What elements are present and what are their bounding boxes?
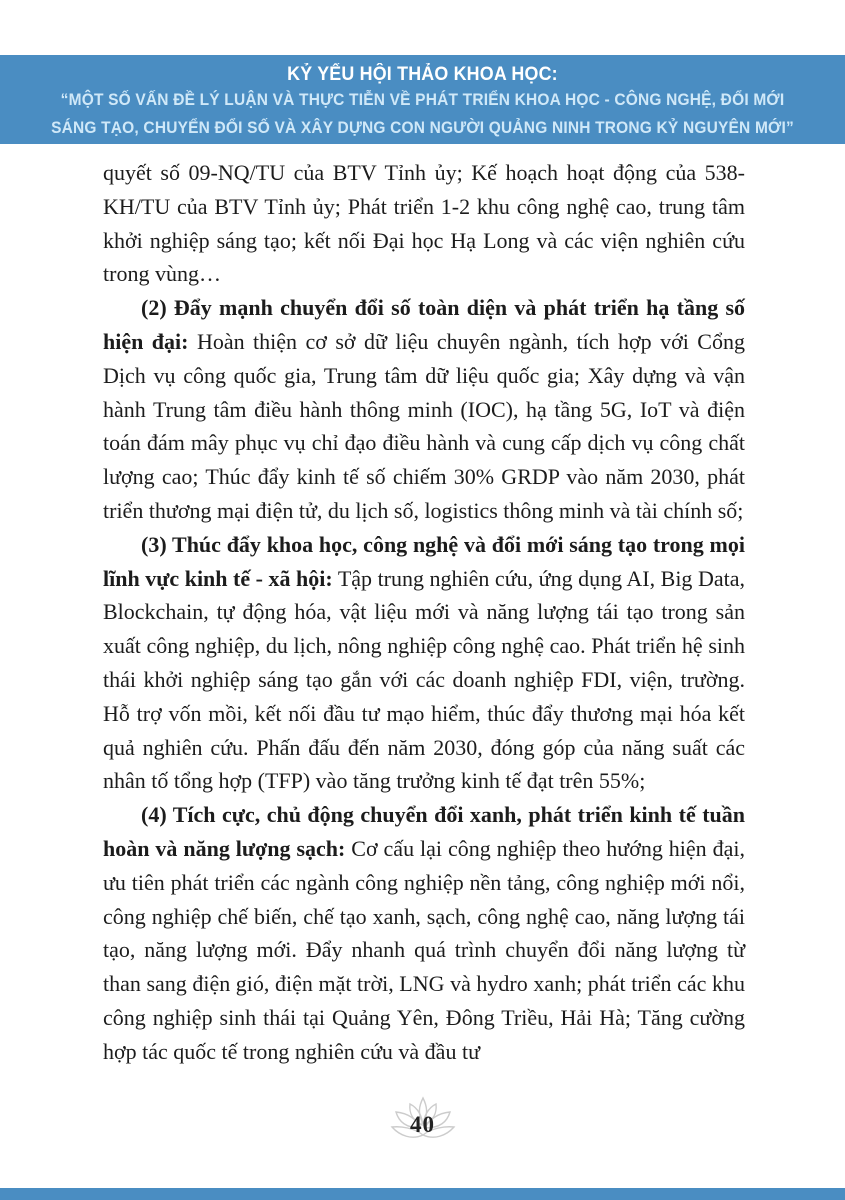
- body-paragraph: [103, 156, 745, 291]
- lotus-page-number: [386, 1096, 460, 1144]
- body-paragraph: [103, 528, 745, 798]
- page-number: 40: [410, 1112, 435, 1137]
- body-paragraph: [103, 798, 745, 1068]
- paragraph-lead: (4) Tích cực, chủ động chuyển đổi xanh, phát triển kinh tế tuần hoàn và năng lượng sạch:: [103, 802, 745, 861]
- header-banner: [0, 55, 845, 144]
- footer-bar: [0, 1188, 845, 1200]
- paragraph-text: Hoàn thiện cơ sở dữ liệu chuyên ngành, tích hợp với Cổng Dịch vụ công quốc gia, Trung tâm dữ liệu quốc gia; Xây dựng và vận hành Trung tâm điều hành thông minh (IOC), hạ tầng 5G, IoT và điện toán đám mây phục vụ chỉ đạo điều hành và cung cấp dịch vụ công chất lượng cao; Thúc đẩy kinh tế số chiếm 30% GRDP vào năm 2030, phát triển thương mại điện tử, du lịch số, logistics thông minh và tài chính số;: [103, 328, 745, 523]
- document-body: [103, 156, 745, 1069]
- proceedings-subtitle-line1: “MỘT SỐ VẤN ĐỀ LÝ LUẬN VÀ THỰC TIỄN VỀ PHÁT TRIỂN KHOA HỌC - CÔNG NGHỆ, ĐỔI MỚI: [60, 91, 785, 109]
- proceedings-title: KỶ YẾU HỘI THẢO KHOA HỌC:: [287, 64, 558, 85]
- paragraph-text: Cơ cấu lại công nghiệp theo hướng hiện đại, ưu tiên phát triển các ngành công nghiệp nền tảng, công nghiệp mới nổi, công nghiệp chế biến, chế tạo xanh, sạch, công nghệ cao, năng lượng tái tạo, năng lượng mới. Đẩy nhanh quá trình chuyển đổi năng lượng từ than sang điện gió, điện mặt trời, LNG và hydro xanh; phát triển các khu công nghiệp sinh thái tại Quảng Yên, Đông Triều, Hải Hà; Tăng cường hợp tác quốc tế trong nghiên cứu và đầu tư: [103, 835, 746, 1064]
- body-paragraph: [103, 291, 745, 528]
- paragraph-lead: (2) Đẩy mạnh chuyển đổi số toàn diện và phát triển hạ tầng số hiện đại:: [103, 295, 745, 354]
- proceedings-subtitle-line2: SÁNG TẠO, CHUYỂN ĐỔI SỐ VÀ XÂY DỰNG CON NGƯỜI QUẢNG NINH TRONG KỶ NGUYÊN MỚI”: [51, 118, 794, 137]
- paragraph-text: Tập trung nghiên cứu, ứng dụng AI, Big Data, Blockchain, tự động hóa, vật liệu mới và năng lượng tái tạo trong sản xuất công nghiệp, du lịch, nông nghiệp công nghệ cao. Phát triển hệ sinh thái khởi nghiệp sáng tạo gắn với các doanh nghiệp FDI, viện, trường. Hỗ trợ vốn mồi, kết nối đầu tư mạo hiểm, thúc đẩy thương mại hóa kết quả nghiên cứu. Phấn đấu đến năm 2030, đóng góp của năng suất các nhân tố tổng hợp (TFP) vào tăng trưởng kinh tế đạt trên 55%;: [103, 565, 745, 794]
- page-footer: [0, 1096, 845, 1148]
- paragraph-text: quyết số 09-NQ/TU của BTV Tỉnh ủy; Kế hoạch hoạt động của 538-KH/TU của BTV Tỉnh ủy; Phát triển 1-2 khu công nghệ cao, trung tâm khởi nghiệp sáng tạo; kết nối Đại học Hạ Long và các viện nghiên cứu trong vùng…: [103, 160, 745, 287]
- paragraph-lead: (3) Thúc đẩy khoa học, công nghệ và đổi mới sáng tạo trong mọi lĩnh vực kinh tế - xã hội:: [103, 531, 745, 591]
